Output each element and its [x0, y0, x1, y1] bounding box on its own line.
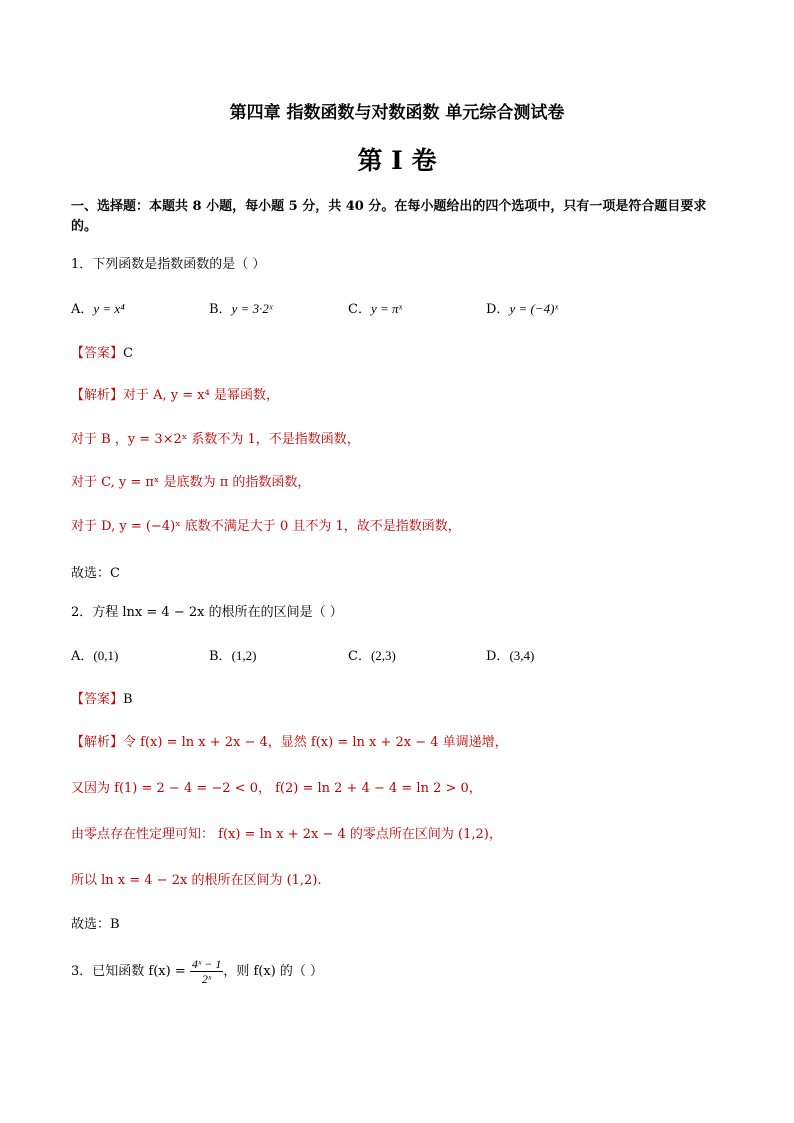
- option-label: C．: [348, 649, 371, 664]
- answer-tag: 【答案】: [71, 346, 124, 361]
- question-2-analysis-3: 由零点存在性定理可知： f(x) = ln x + 2x − 4 的零点所在区间为 (1,2)，: [71, 827, 502, 842]
- question-2-option-d: [486, 645, 534, 664]
- option-label: A．: [71, 649, 94, 664]
- volume-subtitle: 第 I 卷: [357, 146, 437, 175]
- stem-prefix: 3．已知函数 f(x) =: [71, 964, 190, 979]
- question-1-analysis-1: [71, 384, 279, 403]
- question-1-conclusion: 故选：C: [71, 566, 120, 581]
- stem-suffix: ，则 f(x) 的（ ）: [223, 964, 324, 979]
- question-3-stem: [71, 957, 323, 986]
- option-expression: y = πˣ: [370, 301, 403, 316]
- option-expression: y = (−4)ˣ: [509, 301, 559, 316]
- question-2-option-b: [209, 645, 256, 664]
- analysis-tag: 【解析】: [71, 388, 124, 403]
- fraction-denominator: 2ˣ: [201, 972, 212, 986]
- question-2-conclusion: 故选：B: [71, 917, 120, 932]
- question-2-analysis-2: 又因为 f(1) = 2 − 4 = −2 < 0， f(2) = ln 2 + 4 − 4 = ln 2 > 0，: [71, 781, 482, 796]
- fraction-numerator: 4ˣ − 1: [191, 957, 222, 971]
- option-expression: (2,3): [370, 648, 396, 663]
- question-1-option-d: [486, 298, 558, 317]
- analysis-tag: 【解析】: [71, 735, 124, 750]
- option-expression: y = 3·2ˣ: [231, 301, 273, 316]
- option-expression: (0,1): [93, 648, 119, 663]
- section-heading: 一、选择题：本题共 8 小题，每小题 5 分，共 40 分。在每小题给出的四个选项中，只有一项是符合题目要求的。: [71, 199, 707, 234]
- question-1-option-a: [71, 298, 125, 317]
- question-2-analysis-4: 所以 ln x = 4 − 2x 的根所在区间为 (1,2).: [71, 873, 322, 888]
- question-2-answer: [71, 688, 133, 707]
- answer-value: C: [123, 346, 133, 361]
- question-1-analysis-4: 对于 D, y = (−4)ˣ 底数不满足大于 0 且不为 1，故不是指数函数，: [71, 519, 461, 534]
- option-label: A．: [71, 302, 94, 317]
- answer-tag: 【答案】: [71, 692, 124, 707]
- analysis-text: 对于 A, y = x⁴ 是幂函数，: [123, 388, 279, 403]
- option-expression: (1,2): [231, 648, 257, 663]
- option-label: D．: [486, 302, 510, 317]
- option-label: D．: [486, 649, 510, 664]
- question-1-analysis-3: 对于 C, y = πˣ 是底数为 π 的指数函数，: [71, 475, 311, 490]
- option-expression: (3,4): [509, 648, 535, 663]
- option-label: B．: [209, 302, 232, 317]
- fraction: [190, 957, 223, 986]
- question-1-option-c: [348, 298, 402, 317]
- question-2-stem: 2．方程 lnx = 4 − 2x 的根所在的区间是（ ）: [71, 605, 343, 620]
- question-1-answer: [71, 342, 133, 361]
- question-2-analysis-1: [71, 731, 508, 750]
- page-title: 第四章 指数函数与对数函数 单元综合测试卷: [229, 103, 565, 123]
- option-label: B．: [209, 649, 232, 664]
- analysis-text: 令 f(x) = ln x + 2x − 4，显然 f(x) = ln x + 2x − 4 单调递增，: [123, 735, 508, 750]
- question-2-option-c: [348, 645, 396, 664]
- option-label: C．: [348, 302, 371, 317]
- question-1-analysis-2: 对于 B ，y = 3×2ˣ 系数不为 1，不是指数函数，: [71, 432, 360, 447]
- answer-value: B: [123, 692, 133, 707]
- question-2-option-a: [71, 645, 118, 664]
- option-expression: y = x⁴: [93, 301, 125, 316]
- question-1-stem: 1．下列函数是指数函数的是（ ）: [71, 257, 266, 272]
- question-1-option-b: [209, 298, 273, 317]
